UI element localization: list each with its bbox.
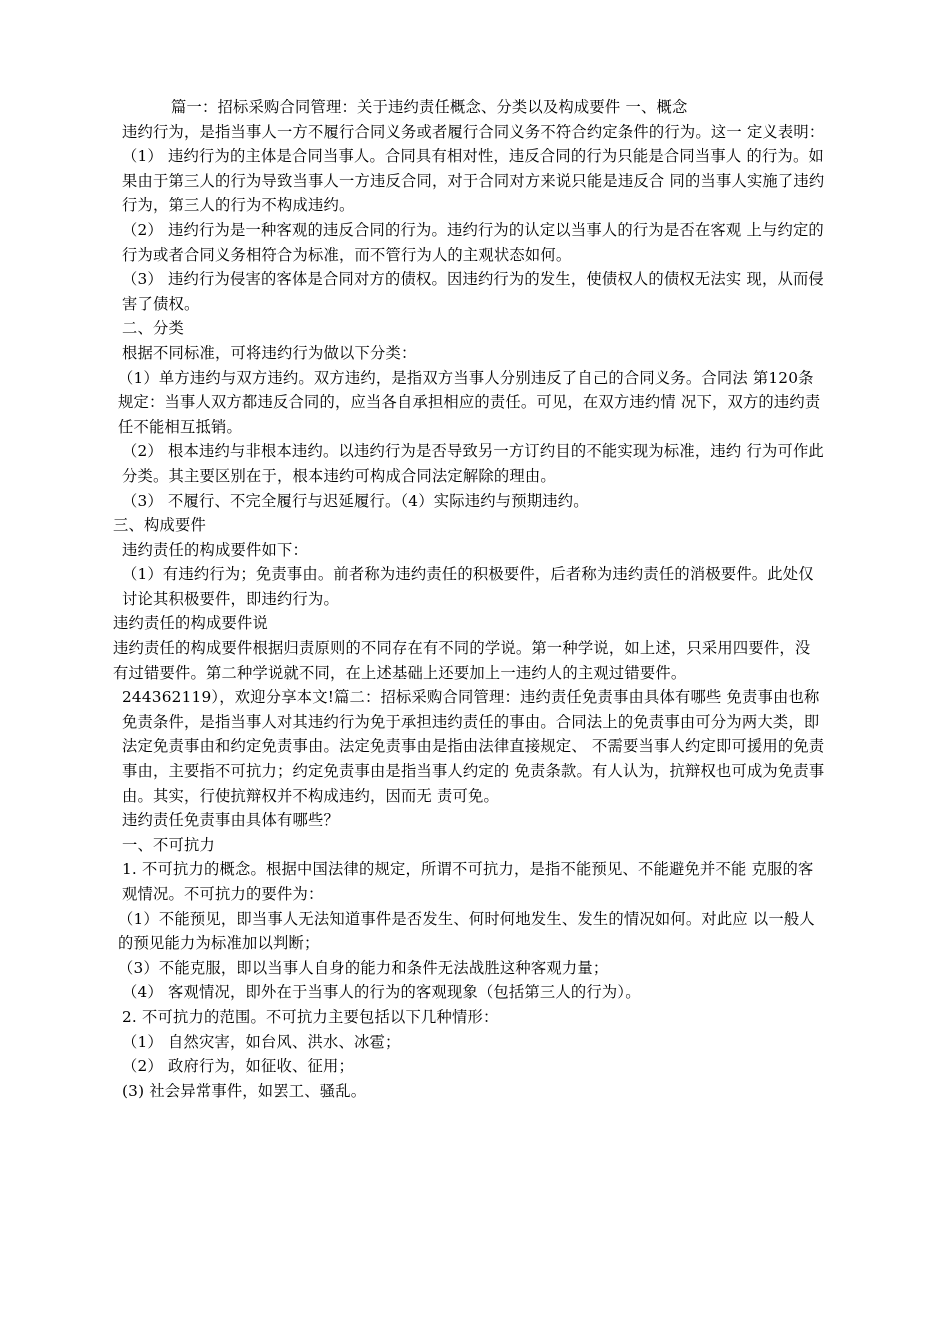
subheading: 违约责任的构成要件说 <box>113 614 268 633</box>
list-item <box>113 439 825 488</box>
item-text: 不履行、不完全履行与迟延履行。（4）实际违约与预期违约。 <box>168 491 589 510</box>
item-number: （1） <box>122 147 163 166</box>
item-text: 违约行为侵害的客体是合同对方的债权。因违约行为的发生，使债权人的债权无法实 现，从而侵害了债权。 <box>122 270 824 313</box>
list-item <box>113 1030 825 1055</box>
paragraph: 244362119），欢迎分享本文!篇二：招标采购合同管理：违约责任免责事由具体有哪些 免责事由也称免责条件，是指当事人对其违约行为免于承担违约责任的事由。合同法上的免责事由可分为两大类，即法定免责事由和约定免责事由。法定免责事由是指由法律直接规定、 不需要当事人约定即可援用的免责事由，主要指不可抗力；约定免责事由是指当事人约定的 免责条款。有人认为，抗辩权也可成为免责事由。其实，行使抗辩权并不构成违约，因而无 责可免。 <box>122 688 825 805</box>
item-number: （1） <box>122 1032 163 1051</box>
paragraph: 1. 不可抗力的概念。根据中国法律的规定，所谓不可抗力，是指不能预见、不能避免并不能 克服的客观情况。不可抗力的要件为： <box>122 860 814 903</box>
item-number: （2） <box>122 1057 163 1076</box>
paragraph: 违约行为，是指当事人一方不履行合同义务或者履行合同义务不符合约定条件的行为。这一 定义表明： <box>122 122 825 141</box>
paragraph: 违约责任的构成要件如下： <box>122 540 308 559</box>
list-item: (3) 社会异常事件，如罢工、骚乱。 <box>122 1081 367 1100</box>
list-item <box>113 980 825 1005</box>
subheading: 违约责任免责事由具体有哪些？ <box>122 811 339 830</box>
item-text: 违约行为是一种客观的违反合同的行为。违约行为的认定以当事人的行为是否在客观 上与约定的行为或者合同义务相符合为标准，而不管行为人的主观状态如何。 <box>122 220 824 264</box>
list-item <box>113 218 825 267</box>
list-item <box>113 144 825 218</box>
item-text: 自然灾害，如台风、洪水、冰雹； <box>168 1032 401 1051</box>
section-heading: 三、构成要件 <box>113 516 206 535</box>
list-item <box>113 267 825 316</box>
list-item <box>113 1054 825 1079</box>
list-item: （1）有违约行为；免责事由。前者称为违约责任的积极要件，后者称为违约责任的消极要件。此处仅讨论其积极要件，即违约行为。 <box>122 565 814 608</box>
list-item <box>113 489 825 514</box>
item-number: （2） <box>122 220 163 239</box>
paragraph: 根据不同标准，可将违约行为做以下分类： <box>122 343 417 362</box>
document-body <box>113 95 825 1103</box>
item-number: （4） <box>122 983 163 1002</box>
item-text: 客观情况，即外在于当事人的行为的客观现象（包括第三人的行为）。 <box>168 983 641 1002</box>
section-heading: 二、分类 <box>122 319 184 338</box>
item-number: （2） <box>122 442 163 461</box>
item-number: （3） <box>122 270 163 289</box>
item-text: 政府行为，如征收、征用； <box>168 1057 354 1076</box>
paragraph: 2. 不可抗力的范围。不可抗力主要包括以下几种情形： <box>122 1007 499 1026</box>
item-text: 根本违约与非根本违约。以违约行为是否导致另一方订约目的不能实现为标准，违约 行为可作此分类。其主要区别在于，根本违约可构成合同法定解除的理由。 <box>122 442 824 485</box>
document-title: 篇一：招标采购合同管理：关于违约责任概念、分类以及构成要件 一、概念 <box>171 98 688 116</box>
list-item: （1）不能预见，即当事人无法知道事件是否发生、何时何地发生、发生的情况如何。对此应 以一般人的预见能力为标准加以判断； <box>118 909 815 953</box>
item-number: （3） <box>122 491 163 510</box>
section-heading: 一、不可抗力 <box>122 835 215 854</box>
item-text: 违约行为的主体是合同当事人。合同具有相对性，违反合同的行为只能是合同当事人 的行为。如果由于第三人的行为导致当事人一方违反合同，对于合同对方来说只能是违反合 同的当事人实施了违约行为，第三人的行为不构成违约。 <box>122 147 825 215</box>
paragraph: 违约责任的构成要件根据归责原则的不同存在有不同的学说。第一种学说，如上述，只采用四要件，没有过错要件。第二种学说就不同，在上述基础上还要加上一违约人的主观过错要件。 <box>113 639 811 682</box>
list-item: （1）单方违约与双方违约。双方违约，是指双方当事人分别违反了自己的合同义务。合同法 第120条规定：当事人双方都违反合同的，应当各自承担相应的责任。可见，在双方违约情 况下，双方的违约责任不能相互抵销。 <box>118 368 821 436</box>
list-item: （3）不能克服，即以当事人自身的能力和条件无法战胜这种客观力量； <box>118 958 609 977</box>
